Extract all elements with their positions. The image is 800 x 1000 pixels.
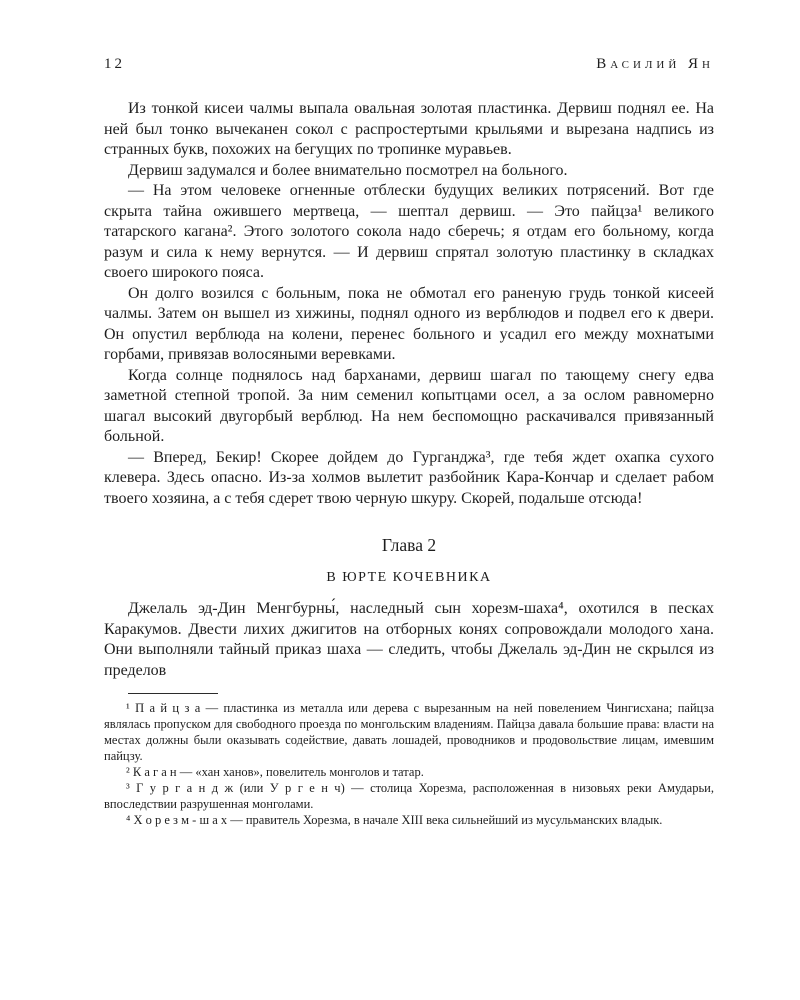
footnote: ³ Г у р г а н д ж (или У р г е н ч) — столица Хорезма, расположенная в низовьях реки Амударьи, впоследствии разрушенная монголами.	[104, 781, 714, 811]
chapter-text	[104, 599, 714, 681]
page-content	[104, 56, 714, 828]
footnote: ⁴ Х о р е з м - ш а х — правитель Хорезма, в начале XIII века сильнейший из мусульманских владык.	[126, 813, 663, 827]
footnote-divider	[128, 693, 218, 694]
running-title: Василий Ян	[596, 56, 714, 72]
body-paragraph: Дервиш задумался и более внимательно посмотрел на больного.	[128, 161, 568, 179]
body-paragraph: Когда солнце поднялось над барханами, дервиш шагал по тающему снегу едва заметной степной тропой. За ним семенил копытцами осел, а за ослом равномерно шагал высокий двугорбый верблюд. На нем беспомощно раскачивался привязанный больной.	[104, 366, 714, 445]
body-paragraph: — На этом человеке огненные отблески будущих великих потрясений. Вот где скрыта тайна ожившего мертвеца, — шептал дервиш. — Это пайцза¹ великого татарского кагана². Этого золотого сокола надо сберечь; я отдам его больному, когда разум и сила к нему вернутся. — И дервиш спрятал золотую пластинку в складках своего широкого пояса.	[104, 182, 714, 281]
body-paragraph: — Вперед, Бекир! Скорее дойдем до Гурганджа³, где тебя ждет охапка сухого клевера. Здесь опасно. Из-за холмов вылетит разбойник Кара-Кончар и сделает рабом твоего хозяина, а с тебя сдерет твою черную шкуру. Скорей, подальше отсюда!	[104, 448, 714, 507]
body-text	[104, 99, 714, 509]
chapter-heading: Глава 2	[381, 535, 437, 555]
body-paragraph: Он долго возился с больным, пока не обмотал его раненую грудь тонкой кисеей чалмы. Затем он вышел из хижины, поднял одного из верблюдов и подвел его к двери. Он опустил верблюда на колени, перенес больного и усадил его между мохнатыми горбами, привязав волосяными веревками.	[104, 284, 714, 363]
footnotes	[104, 700, 714, 828]
page-number: 12	[104, 56, 125, 72]
body-paragraph: Из тонкой кисеи чалмы выпала овальная золотая пластинка. Дервиш поднял ее. На ней был тонко вычеканен сокол с распростертыми крыльями и вырезана надпись из странных букв, похожих на бегущих по тропинке муравьев.	[104, 100, 714, 158]
chapter-subheading: В ЮРТЕ КОЧЕВНИКА	[326, 570, 492, 585]
body-paragraph: Джелаль эд-Дин Менгбурны́, наследный сын хорезм-шаха⁴, охотился в песках Каракумов. Двести лихих джигитов на отборных конях сопровождали молодого хана. Они выполняли тайный приказ шаха — следить, чтобы Джелаль эд-Дин не скрылся из пределов	[104, 600, 714, 679]
running-head	[104, 56, 714, 73]
footnote: ² К а г а н — «хан ханов», повелитель монголов и татар.	[126, 765, 424, 779]
footnote: ¹ П а й ц з а — пластинка из металла или дерева с вырезанным на ней повелением Чингисхана; пайцза являлась пропуском для свободного проезда по монгольским владениям. Пайцза давала большие права: власти на местах должны были оказывать содействие, давать лошадей, проводников и продовольствие лицам, имевшим пайцзу.	[104, 701, 714, 763]
